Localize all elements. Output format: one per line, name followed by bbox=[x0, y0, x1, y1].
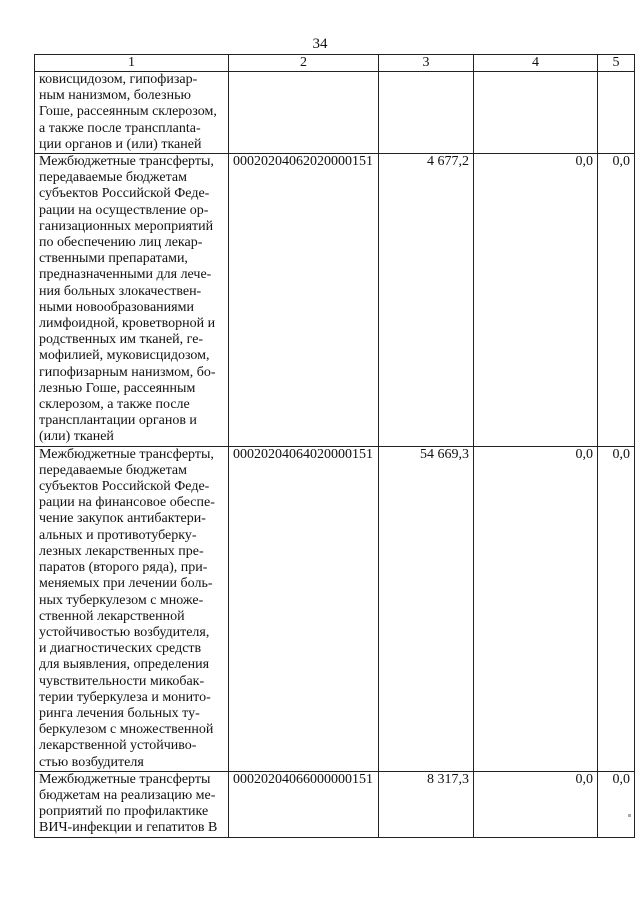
description-line: меняемых при лечении боль- bbox=[39, 576, 213, 592]
description-line: и диагностических средств bbox=[39, 641, 202, 657]
description-line: чение закупок антибактери- bbox=[39, 511, 206, 527]
row-description bbox=[35, 154, 229, 447]
description-line: лекарственной устойчиво- bbox=[39, 738, 197, 754]
description-line: роприятий по профилактике bbox=[39, 804, 209, 820]
row-description bbox=[35, 446, 229, 771]
description-line: ВИЧ-инфекции и гепатитов В bbox=[39, 820, 218, 836]
column-header: 4 bbox=[474, 55, 598, 72]
description-line: ным нанизмом, болезнью bbox=[39, 88, 191, 104]
description-line: предназначенными для лече- bbox=[39, 267, 212, 283]
description-line: родственных им тканей, ге- bbox=[39, 332, 204, 348]
description-line: по обеспечению лиц лекар- bbox=[39, 235, 203, 251]
row-amount: 54 669,3 bbox=[379, 446, 474, 771]
description-line: лимфоидной, кроветворной и bbox=[39, 316, 216, 332]
column-header: 3 bbox=[379, 55, 474, 72]
column-header: 2 bbox=[229, 55, 379, 72]
column-header: 1 bbox=[35, 55, 229, 72]
page-number: 34 bbox=[312, 36, 328, 52]
description-line: рации на финансовое обеспе- bbox=[39, 495, 215, 511]
row-col4: 0,0 bbox=[474, 446, 598, 771]
row-code: 00020204062020000151 bbox=[229, 154, 379, 447]
description-line: для выявления, определения bbox=[39, 657, 210, 673]
row-col4: 0,0 bbox=[474, 771, 598, 837]
description-line: ния больных злокачествен- bbox=[39, 283, 202, 299]
description-line: (или) тканей bbox=[39, 429, 114, 445]
table-row bbox=[35, 154, 635, 447]
row-col5: 0,0 bbox=[598, 446, 635, 771]
description-line: терии туберкулеза и монито- bbox=[39, 689, 211, 705]
row-col5: 0,0 bbox=[598, 154, 635, 447]
description-line: ции органов и (или) тканей bbox=[39, 136, 202, 152]
row-col4: 0,0 bbox=[474, 154, 598, 447]
description-line: рации на осуществление ор- bbox=[39, 202, 209, 218]
description-line: бюджетам на реализацию ме- bbox=[39, 787, 216, 803]
row-code: 00020204066000000151 bbox=[229, 771, 379, 837]
description-line: Межбюджетные трансферты, bbox=[39, 154, 214, 170]
description-line: Межбюджетные трансферты, bbox=[39, 446, 214, 462]
scan-mark bbox=[628, 814, 631, 817]
row-code: 00020204064020000151 bbox=[229, 446, 379, 771]
column-header: 5 bbox=[598, 55, 635, 72]
row-amount bbox=[379, 72, 474, 154]
description-line: передаваемые бюджетам bbox=[39, 462, 187, 478]
row-amount: 4 677,2 bbox=[379, 154, 474, 447]
description-line: альных и противотуберку- bbox=[39, 527, 197, 543]
description-line: ганизационных мероприятий bbox=[39, 218, 214, 234]
description-line: стью возбудителя bbox=[39, 754, 144, 770]
description-line: ственной лекарственной bbox=[39, 608, 185, 624]
description-line: ринга лечения больных ту- bbox=[39, 705, 200, 721]
row-col5: 0,0 bbox=[598, 771, 635, 837]
description-line: трансплантации органов и bbox=[39, 413, 197, 429]
description-line: а также после трансплanta- bbox=[39, 120, 201, 136]
description-line: мофилией, муковисцидозом, bbox=[39, 348, 210, 364]
row-code bbox=[229, 72, 379, 154]
row-amount: 8 317,3 bbox=[379, 771, 474, 837]
description-line: субъектов Российской Феде- bbox=[39, 479, 210, 495]
description-line: Гоше, рассеянным склерозом, bbox=[39, 104, 217, 120]
table-row bbox=[35, 72, 635, 154]
row-col5 bbox=[598, 72, 635, 154]
row-description bbox=[35, 72, 229, 154]
description-line: ковисцидозом, гипофизар- bbox=[39, 72, 198, 87]
description-line: паратов (второго ряда), при- bbox=[39, 560, 208, 576]
description-line: ственными препаратами, bbox=[39, 251, 188, 267]
description-line: Межбюджетные трансферты bbox=[39, 771, 211, 787]
description-line: гипофизарным нанизмом, бо- bbox=[39, 364, 216, 380]
description-line: передаваемые бюджетам bbox=[39, 170, 187, 186]
row-col4 bbox=[474, 72, 598, 154]
table-row bbox=[35, 771, 635, 837]
budget-table bbox=[34, 54, 635, 838]
description-line: ными новообразованиями bbox=[39, 299, 194, 315]
description-line: устойчивостью возбудителя, bbox=[39, 624, 210, 640]
description-line: субъектов Российской Феде- bbox=[39, 186, 210, 202]
description-line: склерозом, а также после bbox=[39, 397, 190, 413]
description-line: чувствительности микобак- bbox=[39, 673, 205, 689]
description-line: ных туберкулезом с множе- bbox=[39, 592, 204, 608]
row-description bbox=[35, 771, 229, 837]
description-line: беркулезом с множественной bbox=[39, 722, 214, 738]
header-row bbox=[35, 55, 635, 72]
description-line: лезнью Гоше, рассеянным bbox=[39, 380, 196, 396]
description-line: лезных лекарственных пре- bbox=[39, 543, 204, 559]
table-row bbox=[35, 446, 635, 771]
